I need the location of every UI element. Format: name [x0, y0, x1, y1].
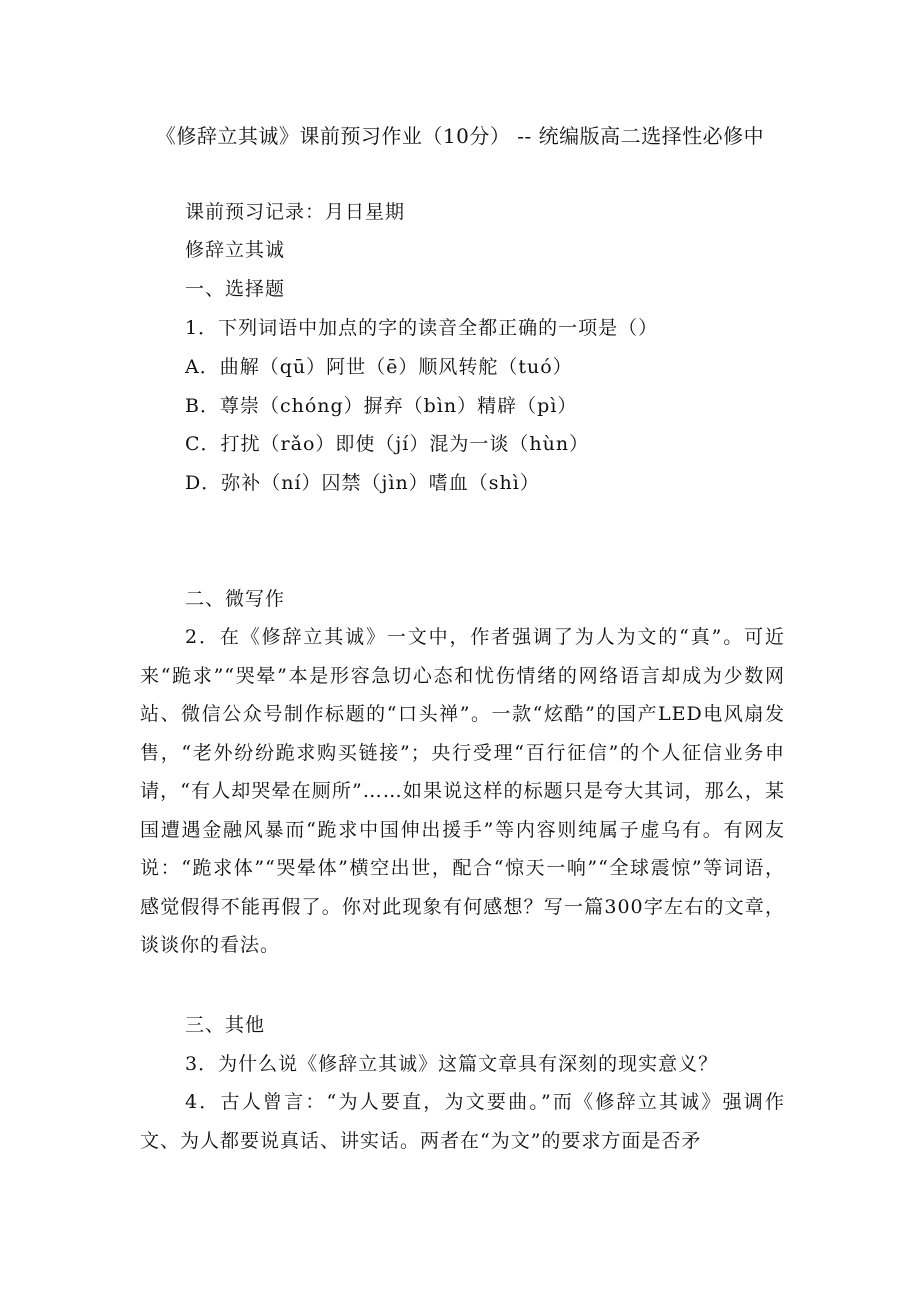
- section-heading-writing: 二、微写作: [185, 588, 286, 610]
- question-4: 4．古人曾言：“为人要直，为文要曲。”而《修辞立其诚》强调作文、为人都要说真话、讲实话。两者在“为文”的要求方面是否矛: [140, 1091, 785, 1152]
- option-b: B．尊崇（chóng）摒弃（bìn）精辟（pì）: [185, 395, 578, 417]
- option-a: A．曲解（qū）阿世（ē）顺风转舵（tuó）: [185, 356, 573, 378]
- record-line: 课前预习记录：月日星期: [185, 201, 406, 223]
- option-c: C．打扰（rǎo）即使（jí）混为一谈（hùn）: [185, 433, 590, 455]
- option-d: D．弥补（ní）囚禁（jìn）嗜血（shì）: [185, 472, 540, 494]
- question-2: 2．在《修辞立其诚》一文中，作者强调了为人为文的“真”。可近来“跪求”“哭晕”本是形容急切心态和忧伤情绪的网络语言却成为少数网站、微信公众号制作标题的“口头禅”。一款“炫酷”的国产LED电风扇发售，“老外纷纷跪求购买链接”；央行受理“百行征信”的个人征信业务申请，“有人却哭晕在厕所”……如果说这样的标题只是夸大其词，那么，某国遭遇金融风暴而“跪求中国伸出援手”等内容则纯属子虚乌有。有网友说：“跪求体”“哭晕体”横空出世，配合“惊天一响”“全球震惊”等词语，感觉假得不能再假了。你对此现象有何感想？写一篇300字左右的文章，谈谈你的看法。: [140, 626, 785, 956]
- document-title: 《修辞立其诚》课前预习作业（10分） -- 统编版高二选择性必修中: [155, 124, 765, 148]
- lesson-name: 修辞立其诚: [185, 239, 286, 261]
- section-heading-other: 三、其他: [185, 1014, 266, 1036]
- question-1: 1．下列词语中加点的字的读音全都正确的一项是（）: [185, 317, 659, 339]
- question-3: 3．为什么说《修辞立其诚》这篇文章具有深刻的现实意义？: [185, 1053, 719, 1075]
- section-heading-choice: 一、选择题: [185, 278, 286, 300]
